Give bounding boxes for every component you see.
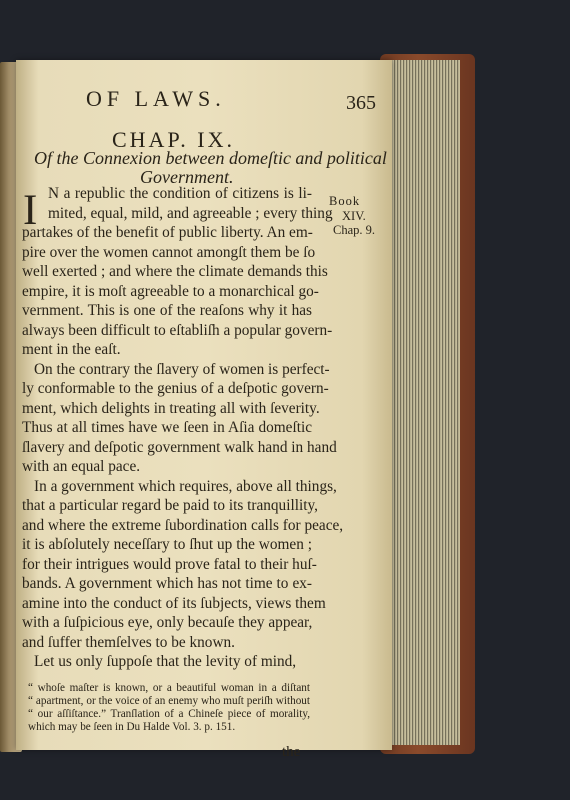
running-head: OF LAWS. [86,86,226,111]
text-line: mited, equal, mild, and agreeable ; every thing [48,205,333,222]
footnote-line: which may be ſeen in Du Halde Vol. 3. p. 151. [28,721,236,733]
text-line: ment, which delights in treating all with ſeverity. [22,400,320,417]
text-line: On the contrary the ſlavery of women is perfect- [34,361,330,378]
text-line: Let us only ſuppoſe that the levity of mind, [34,653,297,670]
page-edges [385,60,460,745]
text-line: bands. A government which has not time to ex- [22,575,312,592]
catchword: the [282,744,301,760]
drop-cap: I [23,187,38,234]
text-line: pire over the women cannot amongſt them be ſo [22,244,316,261]
text-line: well exerted ; and where the climate demands this [22,263,328,280]
text-line: ſlavery and deſpotic government walk hand in hand [22,439,337,456]
text-line: with a ſuſpicious eye, only becauſe they appear, [22,614,313,631]
text-line: and where the extreme ſubordination calls for peace, [22,517,344,534]
footnote-line: “ our aſſiſtance.” Tranſlation of a Chineſe piece of morality, [28,708,310,720]
text-line: for their intrigues would prove fatal to their huſ- [22,556,317,573]
text-line: and ſuffer themſelves to be known. [22,634,235,651]
text-line: In a government which requires, above all things, [34,478,337,495]
text-line: that a particular regard be paid to its tranquillity, [22,497,318,514]
margin-note-chapter: Chap. 9. [333,223,376,237]
chapter-title-line-2: Government. [140,167,234,187]
footnote-line: “ whoſe maſter is known, or a beautiful woman in a diſtant [28,682,310,694]
text-line: ly conformable to the genius of a deſpotic govern- [22,380,329,397]
margin-note-volume: XIV. [342,209,366,223]
margin-note-book: Book [329,194,361,208]
text-line: with an equal pace. [22,458,141,475]
text-line: Thus at all times have we ſeen in Aſia domeſtic [22,419,312,436]
text-line: it is abſolutely neceſſary to ſhut up the women ; [22,536,312,553]
text-line: N a republic the condition of citizens is li- [48,185,312,202]
chapter-heading: CHAP. IX. [112,127,235,152]
footnote-line: “ apartment, or the voice of an enemy who muſt periſh without [28,695,310,707]
chapter-title-line-1: Of the Connexion between domeſtic and political [34,148,387,168]
text-line: partakes of the benefit of public liberty. An em- [22,224,313,241]
text-line: empire, it is moſt agreeable to a monarchical go- [22,283,319,300]
page-number: 365 [346,92,376,114]
text-line: amine into the conduct of its ſubjects, views them [22,595,326,612]
text-line: always been difficult to eſtabliſh a popular govern- [22,322,333,339]
text-line: vernment. This is one of the reaſons why it has [22,302,312,319]
text-line: ment in the eaſt. [22,341,121,358]
